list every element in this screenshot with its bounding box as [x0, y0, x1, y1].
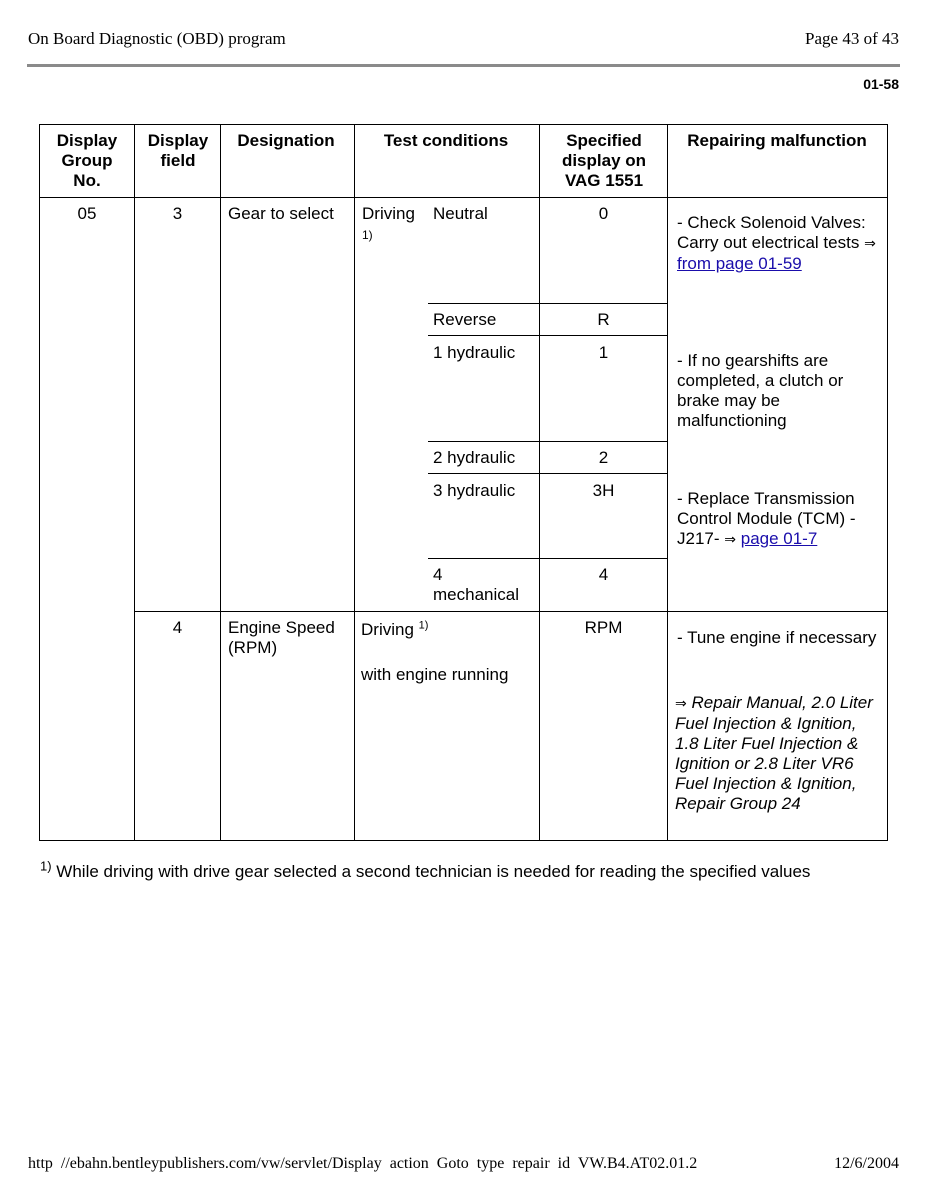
footnote-text: While driving with drive gear selected a second technician is needed for reading the specified values [56, 862, 811, 881]
header-display-field: Display field [147, 131, 209, 170]
arrow-right-icon: ⇒ [724, 532, 736, 548]
gear-name: Reverse [433, 310, 497, 329]
gear-value: 1 [598, 343, 609, 362]
test-condition-engine-running: with engine running [361, 665, 509, 684]
display-field-value: 4 [172, 618, 183, 637]
document-code: 01-58 [863, 76, 899, 92]
header-designation: Designation [237, 131, 335, 150]
gear-name: Neutral [433, 204, 488, 223]
display-group-number: 05 [77, 204, 97, 223]
gear-value: R [597, 310, 610, 329]
gear-row-divider [428, 335, 668, 336]
repair-check-solenoid [677, 213, 877, 274]
gear-name: 1 hydraulic [433, 343, 516, 362]
arrow-right-icon: ⇒ [864, 236, 876, 252]
page-header-title: On Board Diagnostic (OBD) program [28, 29, 286, 48]
footer-date: 12/6/2004 [834, 1155, 899, 1172]
repair-replace-tcm [677, 489, 882, 550]
header-repairing-malfunction: Repairing malfunction [687, 131, 867, 150]
gear-name: 4 mechanical [433, 565, 519, 604]
gear-row-divider [428, 558, 668, 559]
condition-label: Driving [361, 620, 414, 639]
repair-text: - Check Solenoid Valves: Carry out electrical tests [677, 213, 866, 252]
repair-gearshift-note: - If no gearshifts are completed, a clutch or brake may be malfunctioning [677, 351, 844, 430]
link-page-01-7[interactable]: page 01-7 [740, 529, 818, 548]
col-divider [354, 124, 355, 841]
repair-text: - Replace Transmission Control Module (TCM) -J217- [677, 489, 856, 548]
col-divider [220, 124, 221, 841]
footnote-mark: 1) [40, 858, 52, 874]
header-test-conditions: Test conditions [383, 131, 509, 150]
test-condition-driving [362, 204, 426, 244]
table-border-right [887, 124, 888, 841]
col-divider [134, 124, 135, 841]
display-field-value: 3 [172, 204, 183, 223]
arrow-right-icon: ⇒ [675, 696, 687, 712]
header-divider [27, 64, 900, 67]
repair-manual-reference [675, 693, 880, 814]
repair-tune-engine: - Tune engine if necessary [677, 628, 877, 647]
header-display-group: Display Group No. [56, 131, 118, 190]
gear-row-divider [428, 441, 668, 442]
page-number: Page 43 of 43 [805, 29, 899, 48]
gear-value: 4 [598, 565, 609, 584]
gear-value: 2 [598, 448, 609, 467]
table-border-bottom [39, 840, 888, 841]
gear-value: 3H [592, 481, 615, 500]
table-border-top [39, 124, 888, 125]
link-from-page-01-59[interactable]: from page 01-59 [677, 254, 802, 273]
header-row-divider [39, 197, 888, 198]
specified-value-rpm: RPM [584, 618, 623, 637]
gear-row-divider [428, 303, 668, 304]
table-border-left [39, 124, 40, 841]
gear-row-divider [428, 473, 668, 474]
gear-name: 3 hydraulic [433, 481, 516, 500]
footnote [40, 858, 811, 882]
repair-manual-text: Repair Manual, 2.0 Liter Fuel Injection & Ignition, 1.8 Liter Fuel Injection & Ignition or 2.8 Liter VR6 Fuel Injection & Ignition, Repair Group 24 [675, 693, 873, 813]
col-divider [667, 124, 668, 841]
designation-text: Gear to select [228, 204, 334, 223]
footnote-mark: 1) [362, 228, 373, 242]
condition-label: Driving [362, 204, 415, 223]
test-condition-driving [361, 620, 537, 640]
row-divider [134, 611, 888, 612]
header-specified-display: Specified display on VAG 1551 [561, 131, 647, 190]
designation-text: Engine Speed (RPM) [228, 618, 335, 657]
gear-value: 0 [598, 204, 609, 223]
gear-name: 2 hydraulic [433, 448, 516, 467]
footer-url: http //ebahn.bentleypublishers.com/vw/servlet/Display action Goto type repair id VW.B4.AT02.01.2 [28, 1155, 698, 1172]
footnote-mark: 1) [418, 619, 429, 632]
